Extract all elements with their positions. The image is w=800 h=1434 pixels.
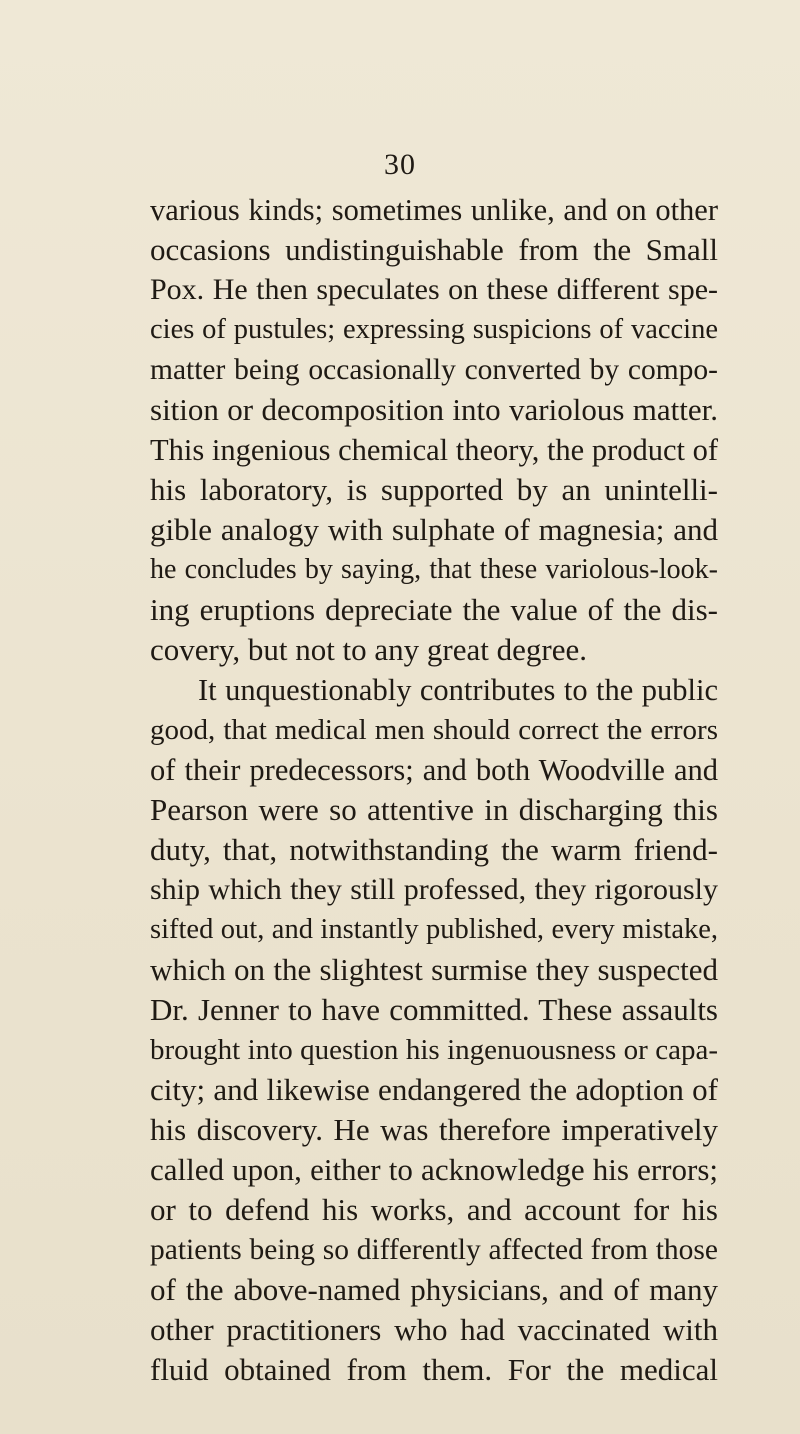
text-line: gible analogy with sulphate of magnesia; and	[150, 512, 718, 547]
text-line: which on the slightest surmise they suspected	[150, 952, 718, 987]
text-line: ship which they still professed, they rigorously	[150, 873, 718, 906]
text-line: of the above-named physicians, and of many	[150, 1272, 718, 1307]
text-line: his laboratory, is supported by an unintelli-	[150, 472, 718, 507]
text-line: Dr. Jenner to have committed. These assaults	[150, 992, 718, 1027]
text-line: sition or decomposition into variolous matter.	[150, 392, 718, 427]
body-text	[150, 190, 718, 1390]
text-line: of their predecessors; and both Woodville and	[150, 753, 718, 787]
text-line: sifted out, and instantly published, every mistake,	[150, 914, 718, 945]
text-line: cies of pustules; expressing suspicions of vaccine	[150, 314, 718, 345]
text-line: his discovery. He was therefore imperatively	[150, 1112, 718, 1147]
text-line: Pox. He then speculates on these different spe-	[150, 273, 718, 306]
text-line: he concludes by saying, that these variolous-look-	[150, 554, 718, 585]
text-line: This ingenious chemical theory, the product of	[150, 433, 719, 467]
text-line: other practitioners who had vaccinated with	[150, 1312, 718, 1347]
text-line: various kinds; sometimes unlike, and on other	[150, 193, 718, 227]
text-line: or to defend his works, and account for his	[150, 1192, 718, 1227]
text-line: Pearson were so attentive in discharging this	[150, 792, 718, 827]
text-line: city; and likewise endangered the adoption of	[150, 1072, 718, 1107]
text-line: duty, that, notwithstanding the warm friend-	[150, 832, 718, 867]
text-line: called upon, either to acknowledge his errors;	[150, 1152, 718, 1187]
text-line: ing eruptions depreciate the value of the dis-	[150, 592, 718, 627]
page-number: 30	[384, 148, 416, 181]
text-line: good, that medical men should correct the errors	[150, 714, 718, 746]
text-line: fluid obtained from them. For the medical	[150, 1352, 718, 1387]
text-line: patients being so differently affected from those	[150, 1234, 718, 1266]
text-line: covery, but not to any great degree.	[150, 632, 587, 667]
text-line: matter being occasionally converted by compo-	[150, 354, 718, 386]
text-line: brought into question his ingenuousness or capa-	[150, 1034, 718, 1066]
paragraph-start-line: It unquestionably contributes to the public	[198, 673, 718, 707]
text-line: occasions undistinguishable from the Small	[150, 232, 718, 267]
